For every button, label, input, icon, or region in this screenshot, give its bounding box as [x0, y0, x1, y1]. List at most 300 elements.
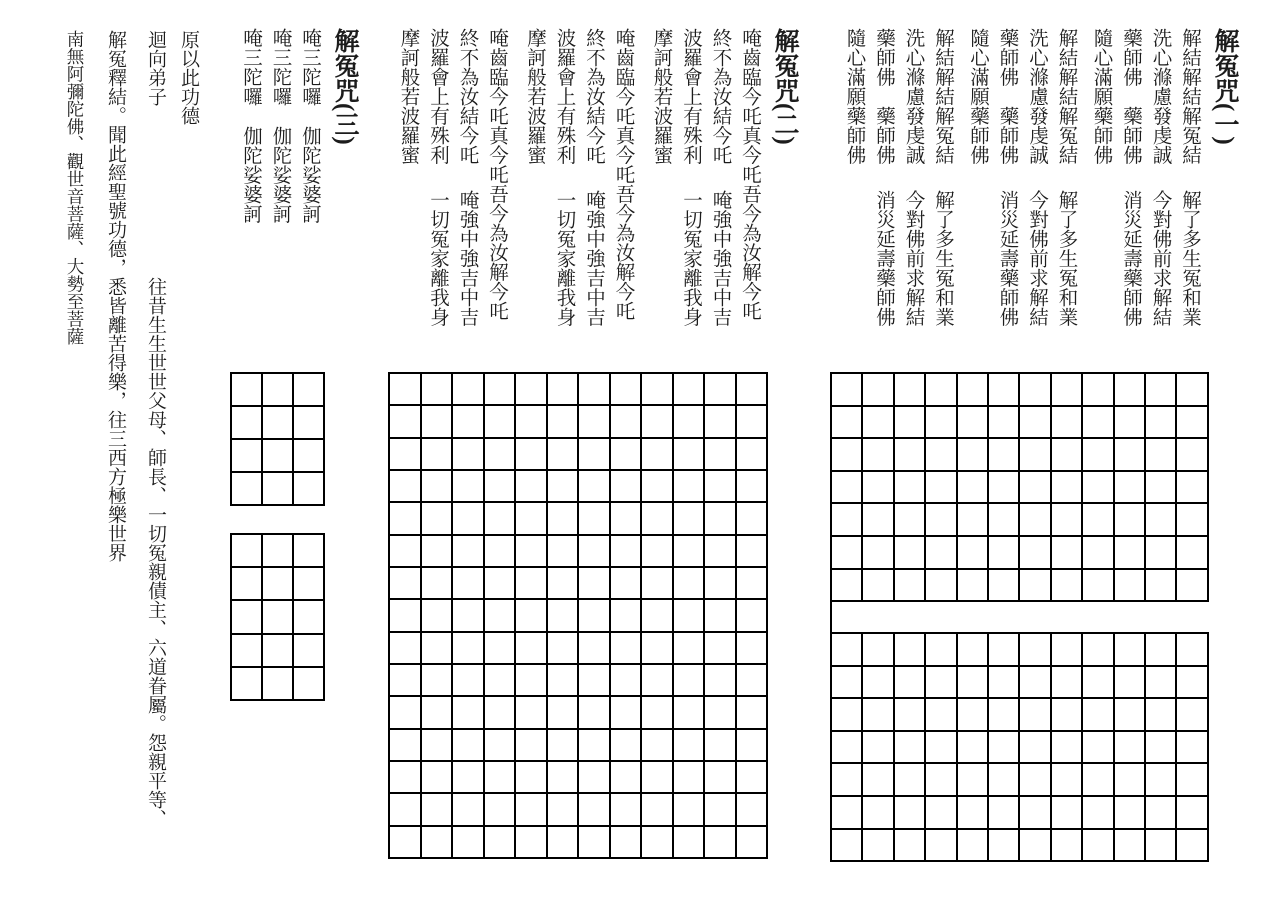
grid-cell — [485, 439, 515, 469]
grid-cell — [485, 536, 515, 566]
grid-cell — [737, 503, 767, 533]
grid-cell — [232, 568, 261, 599]
verse-text-upper: 解結解結解冤結 — [932, 28, 953, 165]
grid-cell — [1177, 537, 1206, 568]
verse-column — [398, 28, 418, 328]
grid-cell — [1020, 732, 1049, 763]
grid-cell — [958, 537, 987, 568]
practice-grid-middle — [388, 372, 768, 859]
grid-cell — [485, 730, 515, 760]
grid-cell — [1146, 570, 1175, 601]
grid-cell — [1083, 570, 1112, 601]
grid-cell — [516, 827, 546, 857]
grid-cell — [895, 699, 924, 730]
grid-cell — [989, 667, 1018, 698]
grid-cell — [422, 503, 452, 533]
grid-cell — [989, 374, 1018, 405]
grid-cell — [263, 535, 292, 566]
grid-cell — [642, 374, 672, 404]
grid-cell — [989, 797, 1018, 828]
grid-cell — [1083, 732, 1112, 763]
grid-cell — [642, 568, 672, 598]
grid-cell — [1115, 472, 1144, 503]
grid-cell — [485, 762, 515, 792]
grid-cell — [895, 504, 924, 535]
grid-cell — [863, 407, 892, 438]
grid-cell — [642, 503, 672, 533]
grid-cell — [705, 536, 735, 566]
grid-cell — [1052, 407, 1081, 438]
verse-column — [270, 28, 290, 263]
grid-cell — [422, 600, 452, 630]
grid-cell — [674, 568, 704, 598]
verse-column — [613, 28, 633, 328]
grid-cell — [1177, 570, 1206, 601]
verse-column — [299, 28, 319, 263]
dedication-text: 原以此功德 — [178, 30, 199, 125]
grid-cell — [958, 472, 987, 503]
verse-text-lower: 伽陀娑婆訶 — [240, 126, 261, 224]
grid-cell — [926, 634, 955, 665]
grid-cell — [958, 407, 987, 438]
verse-text-lower: 解了多生冤和業 — [932, 190, 953, 327]
grid-cell — [926, 504, 955, 535]
grid-cell — [832, 407, 861, 438]
verse-text-lower: 唵強中強吉中吉 — [709, 190, 731, 327]
grid-cell — [1083, 797, 1112, 828]
grid-cell — [516, 762, 546, 792]
grid-cell — [579, 730, 609, 760]
grid-cell — [453, 730, 483, 760]
grid-cell — [1177, 699, 1206, 730]
grid-cell — [1177, 634, 1206, 665]
grid-cell — [1052, 699, 1081, 730]
grid-cell — [926, 830, 955, 861]
grid-cell — [989, 570, 1018, 601]
grid-cell — [1146, 634, 1175, 665]
grid-cell — [705, 374, 735, 404]
grid-cell — [1115, 374, 1144, 405]
grid-cell — [422, 374, 452, 404]
grid-cell — [1146, 504, 1175, 535]
verse-column — [1026, 28, 1046, 328]
grid-cell — [895, 537, 924, 568]
verse-column — [651, 28, 671, 328]
grid-cell — [548, 762, 578, 792]
grid-cell — [485, 794, 515, 824]
verse-text-upper: 隨心滿願藥師佛 — [1090, 28, 1112, 165]
grid-cell — [611, 730, 641, 760]
grid-cell — [895, 472, 924, 503]
grid-cell — [705, 827, 735, 857]
grid-cell — [1020, 537, 1049, 568]
grid-cell — [642, 827, 672, 857]
grid-cell — [926, 732, 955, 763]
grid-cell — [1177, 667, 1206, 698]
grid-cell — [422, 568, 452, 598]
grid-cell — [548, 471, 578, 501]
grid-cell — [294, 440, 323, 471]
verse-text-upper: 唵齒臨今吒真今吒吾今為汝解今吒 — [739, 28, 760, 321]
verse-text-lower: 唵強中強吉中吉 — [456, 190, 478, 327]
grid-cell — [294, 635, 323, 666]
verse-text-lower: 一切冤家離我身 — [553, 190, 575, 327]
grid-cell — [1146, 537, 1175, 568]
grid-cell — [958, 570, 987, 601]
grid-cell — [390, 568, 420, 598]
grid-cell — [1146, 667, 1175, 698]
grid-cell — [832, 374, 861, 405]
section-title-1: 解冤咒(一) — [1211, 28, 1238, 145]
verse-text-upper: 洗心滌慮發虔誠 — [902, 28, 924, 165]
verse-text-lower: 今對佛前求解結 — [902, 190, 924, 327]
grid-cell — [516, 665, 546, 695]
grid-cell — [863, 699, 892, 730]
grid-cell — [294, 668, 323, 699]
grid-cell — [642, 633, 672, 663]
verse-text-lower: 唵強中強吉中吉 — [583, 190, 604, 327]
grid-cell — [294, 601, 323, 632]
grid-cell — [1020, 830, 1049, 861]
grid-cell — [548, 827, 578, 857]
grid-cell — [1146, 732, 1175, 763]
grid-cell — [832, 504, 861, 535]
grid-cell — [737, 794, 767, 824]
grid-cell — [1115, 439, 1144, 470]
grid-cell — [705, 406, 735, 436]
grid-cell — [422, 471, 452, 501]
grid-cell — [674, 794, 704, 824]
grid-cell — [390, 406, 420, 436]
grid-cell — [1020, 570, 1049, 601]
grid-cell — [737, 568, 767, 598]
grid-cell — [705, 794, 735, 824]
grid-cell — [832, 634, 861, 665]
grid-cell — [232, 374, 261, 405]
grid-cell — [579, 633, 609, 663]
grid-cell — [705, 665, 735, 695]
grid-cell — [705, 503, 735, 533]
grid-cell — [516, 503, 546, 533]
grid-cell — [674, 600, 704, 630]
grid-cell — [485, 665, 515, 695]
grid-cell — [1052, 830, 1081, 861]
grid-cell — [863, 667, 892, 698]
grid-cell — [453, 374, 483, 404]
grid-cell — [611, 665, 641, 695]
verse-column — [932, 28, 952, 328]
verse-column — [554, 28, 574, 328]
verse-column — [1120, 28, 1140, 328]
grid-cell — [579, 665, 609, 695]
practice-grid-right-lower — [830, 632, 1209, 862]
grid-cell — [674, 697, 704, 727]
verse-text-upper: 唵齒臨今吒真今吒吾今為汝解今吒 — [486, 28, 507, 321]
grid-cell — [263, 635, 292, 666]
grid-cell — [579, 568, 609, 598]
grid-cell — [1115, 830, 1144, 861]
verse-text-lower: 今對佛前求解結 — [1026, 190, 1047, 327]
grid-cell — [579, 471, 609, 501]
grid-cell — [1052, 537, 1081, 568]
verse-column — [1056, 28, 1076, 328]
grid-cell — [1146, 830, 1175, 861]
grid-cell — [737, 697, 767, 727]
grid-cell — [453, 439, 483, 469]
grid-cell — [863, 504, 892, 535]
grid-cell — [453, 406, 483, 436]
grid-cell — [832, 472, 861, 503]
grid-cell — [516, 536, 546, 566]
grid-cell — [642, 471, 672, 501]
grid-cell — [516, 794, 546, 824]
grid-cell — [611, 568, 641, 598]
grid-cell — [642, 762, 672, 792]
verse-text-upper: 唵三陀囉 — [269, 28, 291, 106]
verse-column — [1091, 28, 1111, 328]
verse-text-upper: 終不為汝結今吒 — [583, 28, 604, 165]
grid-cell — [958, 797, 987, 828]
grid-cell — [1020, 667, 1049, 698]
section-title-3: 解冤咒(三) — [331, 28, 358, 145]
grid-cell — [485, 503, 515, 533]
grid-cell — [390, 503, 420, 533]
grid-cell — [263, 440, 292, 471]
grid-cell — [926, 667, 955, 698]
verse-text-lower: 消災延壽藥師佛 — [996, 190, 1018, 327]
grid-cell — [1146, 764, 1175, 795]
grid-cell — [989, 439, 1018, 470]
grid-cell — [1146, 374, 1175, 405]
grid-cell — [548, 503, 578, 533]
grid-cell — [1177, 797, 1206, 828]
section-jieyuanzhou-2 — [388, 28, 797, 328]
grid-cell — [1083, 472, 1112, 503]
grid-cell — [232, 473, 261, 504]
grid-cell — [1083, 439, 1112, 470]
grid-cell — [832, 699, 861, 730]
grid-cell — [989, 732, 1018, 763]
grid-cell — [1020, 504, 1049, 535]
grid-cell — [705, 600, 735, 630]
grid-cell — [390, 439, 420, 469]
verse-column — [739, 28, 759, 328]
grid-cell — [263, 668, 292, 699]
grid-cell — [453, 471, 483, 501]
grid-cell — [485, 374, 515, 404]
grid-cell — [895, 439, 924, 470]
grid-cell — [832, 830, 861, 861]
verse-column — [524, 28, 544, 328]
verse-column — [680, 28, 700, 328]
grid-cell — [579, 697, 609, 727]
grid-cell — [1083, 830, 1112, 861]
grid-cell — [1083, 764, 1112, 795]
grid-cell — [579, 794, 609, 824]
grid-cell — [1020, 699, 1049, 730]
grid-cell — [737, 600, 767, 630]
grid-cell — [863, 570, 892, 601]
grid-cell — [989, 830, 1018, 861]
grid-cell — [1115, 764, 1144, 795]
grid-cell — [737, 762, 767, 792]
dedication-column — [63, 30, 83, 865]
grid-cell — [453, 600, 483, 630]
verse-text-lower: 消災延壽藥師佛 — [873, 190, 894, 327]
grid-cell — [548, 794, 578, 824]
grid-cell — [390, 536, 420, 566]
grid-cell — [1052, 667, 1081, 698]
grid-cell — [611, 503, 641, 533]
grid-cell — [737, 439, 767, 469]
grid-cell — [958, 830, 987, 861]
grid-cell — [674, 503, 704, 533]
grid-cell — [1115, 699, 1144, 730]
verse-column — [873, 28, 893, 328]
grid-cell — [737, 374, 767, 404]
grid-cell — [674, 439, 704, 469]
grid-cell — [485, 471, 515, 501]
verse-text-lower: 一切冤家離我身 — [427, 190, 448, 327]
verse-text-lower: 伽陀娑婆訶 — [299, 126, 320, 224]
grid-cell — [674, 406, 704, 436]
grid-cell — [737, 665, 767, 695]
grid-cell — [485, 600, 515, 630]
grid-cell — [516, 633, 546, 663]
grid-cell — [390, 730, 420, 760]
verse-text-upper: 藥師佛 藥師佛 — [996, 28, 1018, 165]
dedication-column — [145, 30, 165, 865]
dedication-text: 迴向弟子 — [145, 30, 166, 106]
grid-cell — [642, 600, 672, 630]
grid-cell — [958, 667, 987, 698]
grid-cell — [674, 665, 704, 695]
grid-cell — [548, 374, 578, 404]
grid-cell — [737, 471, 767, 501]
grid-cell — [895, 667, 924, 698]
grid-cell — [926, 439, 955, 470]
grid-cell — [232, 601, 261, 632]
grid-cell — [453, 762, 483, 792]
grid-cell — [516, 697, 546, 727]
grid-cell — [1177, 830, 1206, 861]
grid-cell — [1177, 472, 1206, 503]
grid-cell — [1146, 407, 1175, 438]
grid-cell — [485, 633, 515, 663]
grid-cell — [895, 830, 924, 861]
grid-cell — [1177, 374, 1206, 405]
section-jieyuanzhou-1 — [834, 28, 1237, 328]
grid-cell — [232, 407, 261, 438]
grid-cell — [579, 503, 609, 533]
verse-text-upper: 解結解結解冤結 — [1055, 28, 1077, 165]
grid-cell — [958, 504, 987, 535]
verse-column — [583, 28, 603, 328]
grid-cell — [832, 537, 861, 568]
grid-cell — [895, 764, 924, 795]
grid-cell — [263, 473, 292, 504]
grid-cell — [1083, 374, 1112, 405]
grid-cell — [579, 827, 609, 857]
grid-cell — [422, 730, 452, 760]
grid-cell — [579, 374, 609, 404]
dedication-section — [63, 30, 198, 865]
grid-cell — [832, 797, 861, 828]
grid-cell — [1177, 407, 1206, 438]
grid-cell — [1177, 439, 1206, 470]
grid-cell — [611, 794, 641, 824]
grid-cell — [642, 794, 672, 824]
grid-cell — [674, 633, 704, 663]
grid-cell — [926, 570, 955, 601]
grid-cell — [232, 440, 261, 471]
grid-cell — [989, 764, 1018, 795]
verse-text-upper: 摩訶般若波羅蜜 — [524, 28, 545, 165]
grid-cell — [989, 634, 1018, 665]
grid-cell — [1052, 439, 1081, 470]
grid-cell — [1083, 634, 1112, 665]
grid-cell — [1177, 504, 1206, 535]
grid-cell — [485, 406, 515, 436]
grid-cell — [390, 827, 420, 857]
grid-cell — [895, 570, 924, 601]
verse-text-upper: 摩訶般若波羅蜜 — [650, 28, 672, 165]
practice-grid-right-upper — [830, 372, 1209, 602]
grid-cell — [1146, 439, 1175, 470]
grid-cell — [390, 665, 420, 695]
grid-cell — [1020, 797, 1049, 828]
grid-cell — [232, 668, 261, 699]
verse-column — [967, 28, 987, 328]
grid-cell — [642, 439, 672, 469]
practice-grid-small-bottom — [230, 533, 325, 701]
grid-cell — [1083, 699, 1112, 730]
grid-cell — [294, 374, 323, 405]
grid-cell — [895, 634, 924, 665]
grid-cell — [422, 406, 452, 436]
grid-cell — [989, 407, 1018, 438]
verse-column — [457, 28, 477, 328]
grid-cell — [232, 535, 261, 566]
grid-cell — [705, 471, 735, 501]
grid-cell — [895, 732, 924, 763]
grid-cell — [1052, 374, 1081, 405]
grid-cell — [863, 439, 892, 470]
grid-cell — [674, 730, 704, 760]
grid-cell — [895, 407, 924, 438]
grid-cell — [926, 797, 955, 828]
grid-cell — [1052, 732, 1081, 763]
grid-cell — [422, 536, 452, 566]
grid-cell — [294, 535, 323, 566]
grid-cell — [516, 406, 546, 436]
grid-cell — [1115, 797, 1144, 828]
dedication-text: 往昔生生世世父母、師長、一切冤親債主、六道眷屬。怨親平等、 — [145, 277, 166, 828]
section-title-2: 解冤咒(二) — [771, 28, 798, 145]
grid-cell — [674, 827, 704, 857]
grid-cell — [611, 374, 641, 404]
verse-text-lower: 今對佛前求解結 — [1149, 190, 1171, 327]
grid-cell — [737, 536, 767, 566]
verse-text-upper: 終不為汝結今吒 — [709, 28, 731, 165]
grid-cell — [642, 730, 672, 760]
grid-cell — [1115, 667, 1144, 698]
grid-cell — [895, 374, 924, 405]
grid-cell — [737, 406, 767, 436]
grid-cell — [1177, 764, 1206, 795]
verse-column — [427, 28, 447, 328]
verse-text-lower: 解了多生冤和業 — [1055, 190, 1077, 327]
